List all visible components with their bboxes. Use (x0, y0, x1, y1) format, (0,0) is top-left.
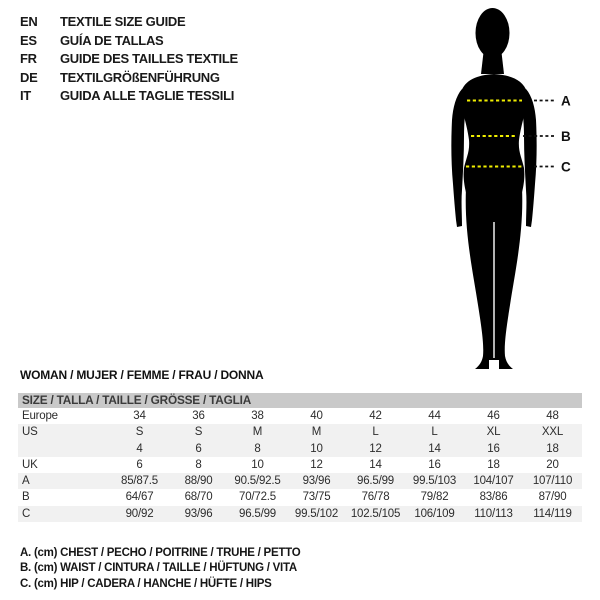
size-cell: 88/90 (184, 475, 213, 488)
row-label: A (22, 475, 30, 488)
size-cell: 93/96 (302, 475, 331, 488)
size-cell: 93/96 (184, 507, 213, 520)
size-cell: 40 (310, 410, 323, 422)
row-label: Europe (22, 410, 58, 422)
size-cell: 8 (195, 458, 202, 471)
size-cell: M (252, 426, 263, 439)
language-title-row (20, 32, 238, 51)
hip-label: C (561, 159, 571, 175)
size-cell: 99.5/102 (294, 507, 339, 520)
size-table-header: SIZE / TALLA / TAILLE / GRÖSSE / TAGLIA (18, 393, 582, 408)
size-cell: 16 (487, 442, 500, 455)
size-cell: S (135, 426, 144, 439)
category-title: WOMAN / MUJER / FEMME / FRAU / DONNA (20, 368, 264, 382)
size-cell: 99.5/103 (412, 475, 457, 488)
language-title-row (20, 50, 238, 69)
size-cell: 6 (136, 458, 143, 471)
row-label: C (22, 507, 31, 520)
row-label (18, 441, 110, 457)
size-table-row (18, 441, 582, 457)
size-table-row (18, 473, 582, 489)
size-cell: M (311, 426, 322, 439)
size-cell: 44 (428, 410, 441, 422)
size-cell: 36 (192, 410, 205, 422)
size-cell: 18 (546, 442, 559, 455)
language-title: GUIDA ALLE TAGLIE TESSILI (60, 88, 235, 104)
waist-label: B (561, 129, 571, 144)
language-code: IT (20, 88, 31, 104)
size-table (18, 393, 582, 522)
size-cell: 106/109 (414, 507, 455, 520)
size-table-row (18, 506, 582, 522)
size-cell: 8 (254, 442, 261, 455)
size-cell: 10 (251, 458, 264, 471)
size-cell: 104/107 (473, 475, 514, 488)
size-cell: 12 (310, 458, 323, 471)
size-cell: 110/113 (474, 507, 513, 520)
size-cell: 70/72.5 (239, 491, 276, 504)
language-title: TEXTILGRÖßENFÜHRUNG (60, 69, 220, 85)
size-cell: 83/86 (479, 491, 508, 504)
language-title-block (20, 13, 238, 106)
size-cell: 96.5/99 (239, 507, 276, 520)
size-cell: 64/67 (125, 491, 154, 504)
size-cell: 46 (487, 410, 500, 422)
size-cell: 18 (487, 458, 500, 471)
woman-silhouette-figure (415, 0, 600, 378)
size-cell: 85/87.5 (121, 475, 158, 488)
size-cell: 48 (546, 410, 559, 422)
size-cell: 76/78 (361, 491, 390, 504)
language-code: ES (20, 32, 37, 48)
body-measurement-diagram (415, 0, 600, 378)
size-cell: 90.5/92.5 (234, 475, 281, 488)
size-cell: 14 (369, 458, 382, 471)
size-cell: 73/75 (302, 491, 331, 504)
row-label: B (22, 491, 30, 504)
language-title: GUÍA DE TALLAS (60, 32, 164, 48)
size-cell: 79/82 (420, 491, 449, 504)
size-cell: 4 (136, 442, 143, 455)
row-label: UK (22, 458, 38, 471)
size-cell: 10 (310, 442, 323, 455)
language-title: TEXTILE SIZE GUIDE (60, 14, 186, 29)
size-cell: 102.5/105 (350, 507, 401, 520)
size-cell: 6 (195, 442, 202, 455)
size-table-row (18, 489, 582, 505)
language-title-row (20, 13, 238, 32)
size-cell: 114/119 (533, 507, 572, 520)
chest-label: A (561, 93, 571, 109)
size-cell: 16 (428, 458, 441, 471)
size-cell: 20 (546, 458, 559, 471)
legend-line: A. (cm) CHEST / PECHO / POITRINE / TRUHE / PETTO (20, 547, 301, 559)
size-cell: 107/110 (532, 475, 573, 488)
measurement-legend (20, 546, 300, 592)
size-table-row (18, 424, 582, 440)
size-cell: 14 (428, 442, 441, 455)
legend-line: C. (cm) HIP / CADERA / HANCHE / HÜFTE / HIPS (20, 577, 272, 590)
size-cell: XXL (541, 426, 564, 439)
size-cell: 68/70 (184, 491, 213, 504)
language-code: FR (20, 51, 37, 67)
size-cell: 12 (369, 442, 382, 455)
legend-line: B. (cm) WAIST / CINTURA / TAILLE / HÜFTUNG / VITA (20, 562, 297, 575)
size-table-row (18, 457, 582, 473)
language-code: DE (20, 69, 38, 85)
size-cell: 87/90 (538, 491, 567, 504)
size-cell: 38 (251, 410, 264, 422)
size-cell: 42 (369, 410, 382, 422)
size-cell: L (372, 426, 379, 439)
size-cell: 96.5/99 (357, 475, 394, 488)
size-cell: XL (486, 426, 501, 439)
size-cell: L (431, 426, 438, 439)
row-label: US (22, 426, 38, 439)
size-cell: 34 (133, 410, 146, 422)
language-title: GUIDE DES TAILLES TEXTILE (60, 51, 238, 67)
language-code: EN (20, 14, 38, 29)
size-cell: S (194, 426, 203, 439)
size-table-row (18, 408, 582, 424)
language-title-row (20, 69, 238, 88)
language-title-row (20, 87, 238, 106)
size-cell: 90/92 (125, 507, 154, 520)
